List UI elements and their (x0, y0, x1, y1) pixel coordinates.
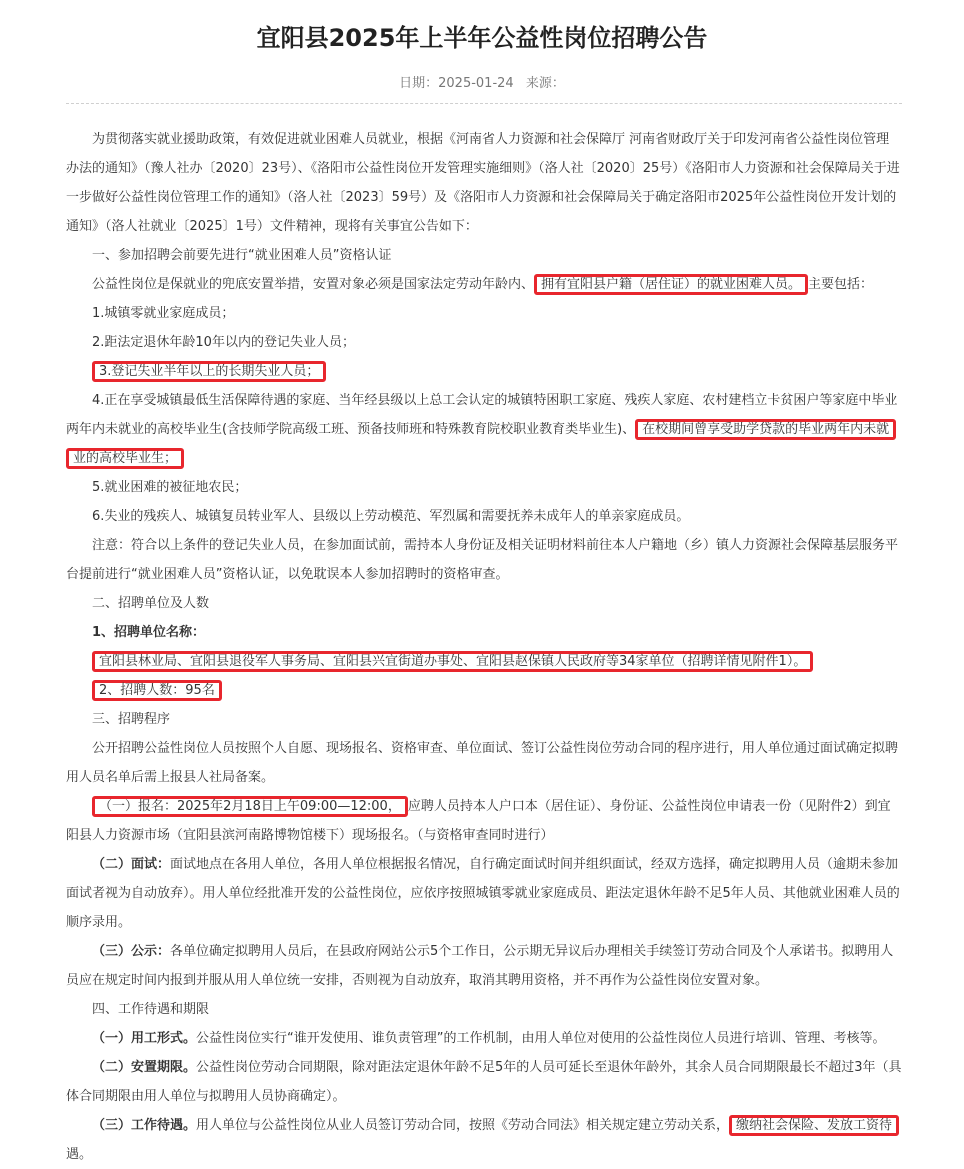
list-item-2: 2.距法定退休年龄10年以内的登记失业人员； (92, 335, 355, 350)
highlight-box-count: 2、招聘人数：95名 (92, 680, 222, 701)
publicity-paragraph (66, 937, 902, 995)
units-label: 1、招聘单位名称： (92, 625, 206, 640)
section-3-heading: 三、招聘程序 (92, 712, 171, 727)
interview-label: （二）面试： (92, 857, 171, 872)
section-2-heading: 二、招聘单位及人数 (92, 596, 210, 611)
pay-end: 遇。 (66, 1147, 93, 1162)
interview-paragraph (66, 850, 902, 937)
interview-text: 面试地点在各用人单位，各用人单位根据报名情况，自行确定面试时间并组织面试，经双方选择，确定拟聘用人员（逾期未参加面试者视为自动放弃）。用人单位经批准开发的公益性岗位，应依序按照城镇零就业家庭成员、距法定退休年龄不足5年人员、其他就业困难人员的顺序录用。 (66, 857, 900, 930)
publish-date: 日期：2025-01-24 (399, 76, 514, 91)
list-item-1: 1.城镇零就业家庭成员； (92, 306, 235, 321)
term-label: （二）安置期限。 (92, 1060, 197, 1075)
term-paragraph (66, 1053, 902, 1111)
article-body (66, 125, 902, 1169)
list-item-5: 5.就业困难的被征地农民； (92, 480, 248, 495)
highlight-box-pay: 缴纳社会保险、发放工资待 (729, 1115, 899, 1136)
article-meta (0, 72, 964, 91)
pay-paragraph (66, 1111, 902, 1169)
employment-form-label: （一）用工形式。 (92, 1031, 197, 1046)
page-title: 宜阳县2025年上半年公益性岗位招聘公告 (256, 24, 708, 52)
divider (66, 103, 902, 104)
employment-form-paragraph (66, 1024, 902, 1053)
item4-text: 4.正在享受城镇最低生活保障待遇的家庭、当年经县级以上总工会认定的城镇特困职工家庭、残疾人家庭、农村建档立卡贫困户等家庭中毕业两年内未就业的高校毕业生(含技师学院高级工班、预备技师班和特殊教育院校职业教育类毕业生)、 (66, 393, 898, 437)
source-label: 来源： (525, 76, 565, 91)
publicity-text: 各单位确定拟聘用人员后，在县政府网站公示5个工作日，公示期无异议后办理相关手续签订劳动合同及个人承诺书。拟聘用人员应在规定时间内报到并服从用人单位统一安排，否则视为自动放弃，取消其聘用资格，并不再作为公益性岗位安置对象。 (66, 944, 894, 988)
pay-text: 用人单位与公益性岗位从业人员签订劳动合同，按照《劳动合同法》相关规定建立劳动关系， (196, 1118, 730, 1133)
highlight-box-registration-time: （一）报名：2025年2月18日上午09:00—12:00， (92, 796, 408, 817)
pay-label: （三）工作待遇。 (92, 1118, 197, 1133)
intro-paragraph: 为贯彻落实就业援助政策，有效促进就业困难人员就业，根据《河南省人力资源和社会保障厅 河南省财政厅关于印发河南省公益性岗位管理办法的通知》（豫人社办〔2020〕23号）、《洛阳市公益性岗位开发管理实施细则》（洛人社〔2020〕25号）《洛阳市人力资源和社会保障局关于进一步做好公益性岗位管理工作的通知》（洛人社〔2023〕59号）及《洛阳市人力资源和社会保障局关于确定洛阳市2025年公益性岗位开发计划的通知》（洛人社就业〔2025〕1号）文件精神，现将有关事宜公告如下： (66, 132, 900, 234)
list-item-6: 6.失业的残疾人、城镇复员转业军人、县级以上劳动模范、军烈属和需要抚养未成年人的单亲家庭成员。 (92, 509, 690, 524)
section-1-paragraph (66, 270, 902, 299)
highlight-box-student-loan: 在校期间曾享受助学贷款的毕业两年内未就业的高校毕业生； (66, 419, 896, 469)
registration-paragraph (66, 792, 902, 850)
count-paragraph (66, 676, 902, 705)
highlight-box-household: 拥有宜阳县户籍（居住证）的就业困难人员。 (534, 274, 808, 295)
s1-text-a: 公益性岗位是保就业的兜底安置举措，安置对象必须是国家法定劳动年龄内、 (92, 277, 535, 292)
section-3-intro: 公开招聘公益性岗位人员按照个人自愿、现场报名、资格审查、单位面试、签订公益性岗位劳动合同的程序进行，用人单位通过面试确定拟聘用人员名单后需上报县人社局备案。 (66, 741, 899, 785)
highlight-box-long-term-unemployed: 3.登记失业半年以上的长期失业人员； (92, 361, 326, 382)
list-item-4 (66, 386, 902, 473)
section-1-heading: 一、参加招聘会前要先进行“就业困难人员”资格认证 (92, 248, 392, 263)
note-paragraph: 注意：符合以上条件的登记失业人员，在参加面试前，需持本人身份证及相关证明材料前往本人户籍地（乡）镇人力资源社会保障基层服务平台提前进行“就业困难人员”资格认证，以免耽误本人参加招聘时的资格审查。 (66, 538, 899, 582)
registration-text: 应聘人员持本人户口本（居住证）、身份证、公益性岗位申请表一份（见附件2）到宜阳县人力资源市场（宜阳县滨河南路博物馆楼下）现场报名。（与资格审查同时进行） (66, 799, 891, 843)
publicity-label: （三）公示： (92, 944, 171, 959)
section-4-heading: 四、工作待遇和期限 (92, 1002, 210, 1017)
employment-form-text: 公益性岗位实行“谁开发使用、谁负责管理”的工作机制，由用人单位对使用的公益性岗位人员进行培训、管理、考核等。 (196, 1031, 886, 1046)
list-item-3 (66, 357, 902, 386)
s1-text-b: 主要包括： (808, 277, 874, 292)
units-paragraph (66, 647, 902, 676)
term-text: 公益性岗位劳动合同期限，除对距法定退休年龄不足5年的人员可延长至退休年龄外，其余人员合同期限最长不超过3年（具体合同期限由用人单位与拟聘用人员协商确定）。 (66, 1060, 902, 1104)
highlight-box-units: 宜阳县林业局、宜阳县退役军人事务局、宜阳县兴宜街道办事处、宜阳县赵保镇人民政府等34家单位（招聘详情见附件1）。 (92, 651, 813, 672)
